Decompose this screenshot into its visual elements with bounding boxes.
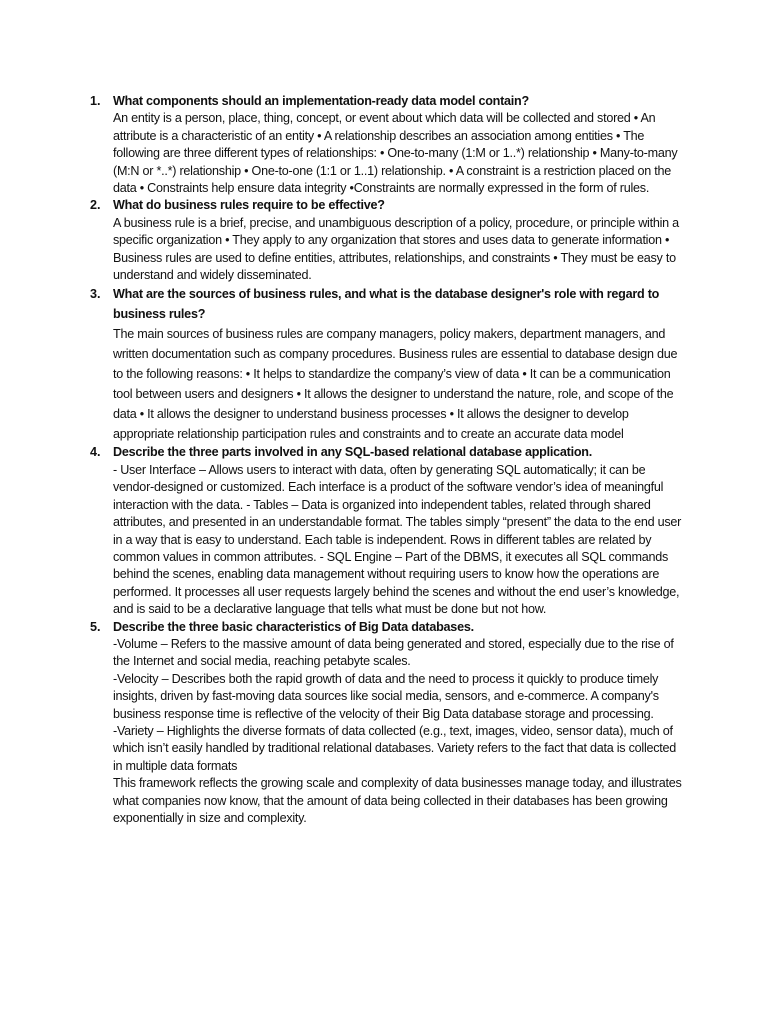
- question-item-5: [88, 619, 684, 828]
- answer-text: An entity is a person, place, thing, concept, or event about which data will be collected and stored • An attribute is a characteristic of an entity • A relationship describes an association among entities • The following are three different types of relationships: • One-to-many (1:M or 1..*) relationship • Many-to-many (M:N or *..*) relationship • One-to-one (1:1 or 1..1) relationship. • A constraint is a restriction placed on the data • Constraints help ensure data integrity •Constraints are normally expressed in the form of rules.: [113, 111, 678, 196]
- answer-text: A business rule is a brief, precise, and unambiguous description of a policy, procedure, or principle within a specific organization • They apply to any organization that stores and uses data to generate information • Business rules are used to define entities, attributes, relationships, and constraints • They must be easy to understand and widely disseminated.: [113, 215, 679, 283]
- question-item-1: [88, 93, 684, 197]
- question-number: 4.: [90, 445, 101, 460]
- question-item-4: [88, 444, 684, 618]
- answer-text: [113, 636, 684, 827]
- volume-paragraph: -Volume – Refers to the massive amount of data being generated and stored, especially due to the rise of the Internet and social media, reaching petabyte scales.: [113, 636, 674, 669]
- question-heading: What are the sources of business rules, and what is the database designer's role with regard to business rules?: [113, 287, 660, 322]
- question-number: 5.: [90, 619, 101, 634]
- question-item-2: [88, 197, 684, 284]
- question-number: 3.: [90, 287, 101, 302]
- summary-paragraph: This framework reflects the growing scale and complexity of data businesses manage today, and illustrates what companies now know, that the amount of data being collected in their databases has been growing exponentially in size and complexity.: [113, 776, 682, 825]
- velocity-paragraph: -Velocity – Describes both the rapid growth of data and the need to process it quickly to produce timely insights, driven by fast-moving data sources like social media, sensors, and e-commerce. A company's business response time is reflective of the velocity of their Big Data database storage and processing.: [113, 671, 659, 721]
- question-heading: What components should an implementation-ready data model contain?: [113, 94, 529, 108]
- variety-paragraph: -Variety – Highlights the diverse formats of data collected (e.g., text, images, video, sensor data), much of which isn’t easily handled by traditional relational databases. Variety refers to the fact that data is collected in multiple data formats: [113, 723, 677, 773]
- question-heading: Describe the three parts involved in any SQL-based relational database application.: [113, 445, 592, 460]
- question-heading: What do business rules require to be effective?: [113, 198, 385, 213]
- question-number: 2.: [90, 198, 101, 213]
- answer-text: - User Interface – Allows users to interact with data, often by generating SQL automatically; it can be vendor-designed or customized. Each interface is a product of the software vendor’s idea of meaningful interaction with the data. - Tables – Data is organized into independent tables, related through shared attributes, and presented in an understandable format. The tables simply “present” the data to the end user in a way that is easy to understand. Each table is independent. Rows in different tables are related by common values in common attributes. - SQL Engine – Part of the DBMS, it executes all SQL commands behind the scenes, enabling data management without requiring users to know how the operations are performed. It processes all user requests largely behind the scenes and without the end user’s knowledge, and is said to be a declarative language that tells what must be done but not how.: [113, 462, 682, 617]
- question-list: [88, 93, 684, 827]
- question-number: 1.: [90, 94, 101, 108]
- answer-text: The main sources of business rules are company managers, policy makers, department managers, and written documentation such as company procedures. Business rules are essential to database design due to the following reasons: • It helps to standardize the company’s view of data • It can be a communication tool between users and designers • It allows the designer to understand the nature, role, and scope of the data • It allows the designer to understand business processes • It allows the designer to develop appropriate relationship participation rules and constraints and to create an accurate data model: [113, 327, 678, 442]
- question-heading: Describe the three basic characteristics of Big Data databases.: [113, 619, 474, 634]
- question-item-3: [88, 284, 684, 444]
